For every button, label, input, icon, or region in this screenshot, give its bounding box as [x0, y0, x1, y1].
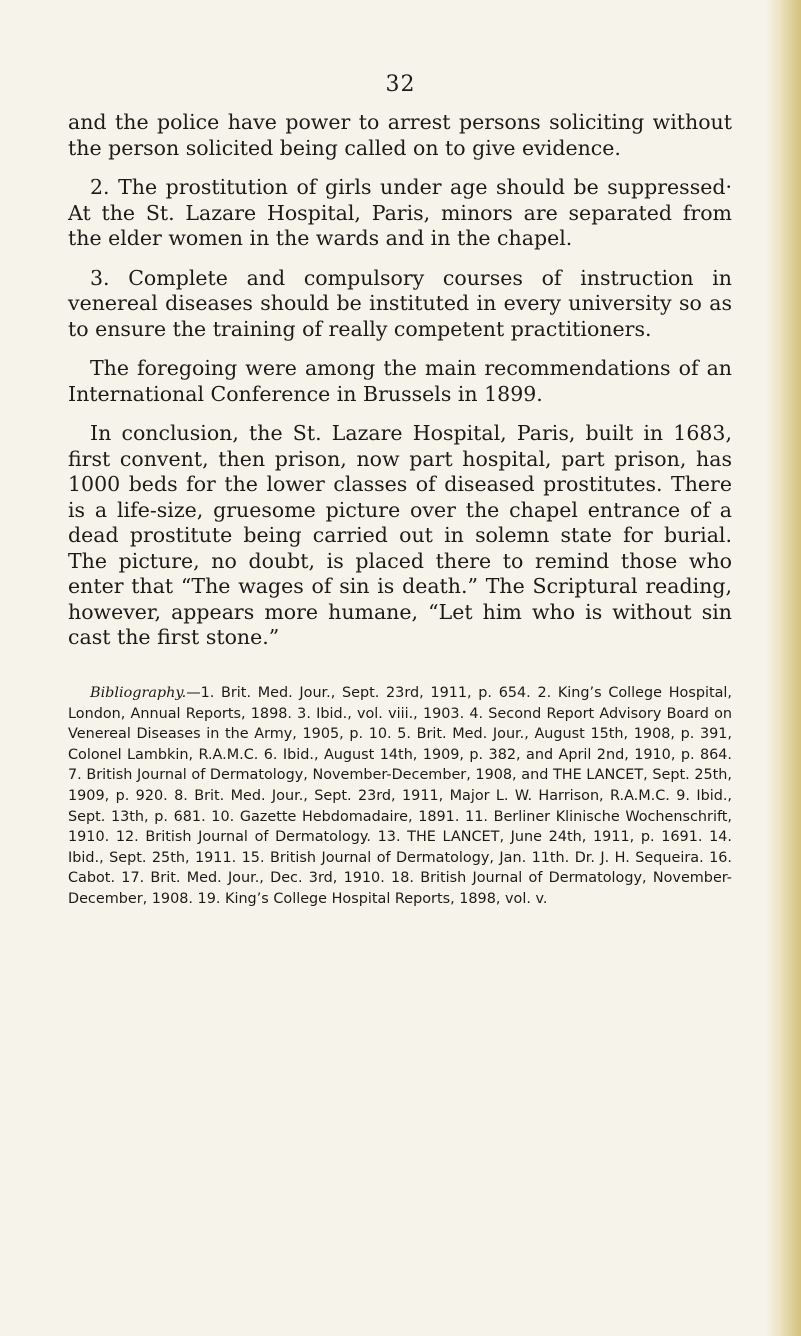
paragraph-continuation: and the police have power to arrest persons soliciting without the person solicited being called on to give evidence.: [68, 110, 732, 160]
paragraph-recommendation-2: 2. The prostitution of girls under age should be suppressed· At the St. Lazare Hospital, Paris, minors are separated from the elder women in the wards and in the chapel.: [68, 175, 732, 250]
paragraph-foregoing: The foregoing were among the main recommendations of an International Conference in Brussels in 1899.: [68, 356, 732, 406]
bibliography-heading: Bibliography.: [90, 685, 187, 701]
main-text: [68, 110, 732, 665]
bibliography: [68, 683, 732, 910]
paragraph-conclusion: In conclusion, the St. Lazare Hospital, Paris, built in 1683, first convent, then prison, now part hospital, part prison, has 1000 beds for the lower classes of diseased prostitutes. There is a life-size, gruesome picture over the chapel entrance of a dead prostitute being carried out in solemn state for burial. The picture, no doubt, is placed there to remind those who enter that “The wages of sin is death.” The Scriptural reading, however, appears more humane, “Let him who is without sin cast the first stone.”: [68, 421, 732, 649]
page-number: 32: [385, 72, 416, 97]
page-edge-shading: [765, 0, 801, 1336]
paragraph-recommendation-3: 3. Complete and compulsory courses of instruction in venereal diseases should be instituted in every university so as to ensure the training of really competent practitioners.: [68, 265, 732, 341]
bibliography-text: —1. Brit. Med. Jour., Sept. 23rd, 1911, p. 654. 2. King’s College Hospital, London, Annual Reports, 1898. 3. Ibid., vol. viii., 1903. 4. Second Report Advisory Board on Venereal Diseases in the Army, 1905, p. 10. 5. Brit. Med. Jour., August 15th, 1908, p. 391, Colonel Lambkin, R.A.M.C. 6. Ibid., August 14th, 1909, p. 382, and April 2nd, 1910, p. 864. 7. British Journal of Dermatology, November-December, 1908, and THE LANCET, Sept. 25th, 1909, p. 920. 8. Brit. Med. Jour., Sept. 23rd, 1911, Major L. W. Harrison, R.A.M.C. 9. Ibid., Sept. 13th, p. 681. 10. Gazette Hebdomadaire, 1891. 11. Berliner Klinische Wochenschrift, 1910. 12. British Journal of Dermatology. 13. THE LANCET, June 24th, 1911, p. 1691. 14. Ibid., Sept. 25th, 1911. 15. British Journal of Dermatology, Jan. 11th. Dr. J. H. Sequeira. 16. Cabot. 17. Brit. Med. Jour., Dec. 3rd, 1910. 18. British Journal of Dermatology, November-December, 1908. 19. King’s College Hospital Reports, 1898, vol. v.: [68, 685, 732, 907]
